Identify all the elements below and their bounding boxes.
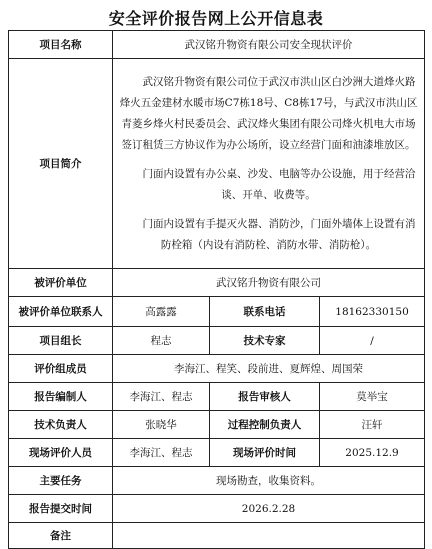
label-contact: 被评价单位联系人 (9, 297, 113, 327)
label-members: 评价组成员 (9, 355, 113, 383)
row-onsite (9, 439, 425, 467)
row-report-writer (9, 383, 425, 411)
row-leader (9, 327, 425, 355)
value-project-name: 武汉铭升物资有限公司安全现状评价 (113, 31, 425, 59)
value-tech-lead: 张晓华 (113, 411, 210, 439)
value-onsite: 李海江、程志 (113, 439, 210, 467)
label-project-name: 项目名称 (9, 31, 113, 59)
value-process-control: 汪轩 (320, 411, 425, 439)
label-report-writer: 报告编制人 (9, 383, 113, 411)
summary-paragraph-2: 门面内设置有办公桌、沙发、电脑等办公设施，用于经营洽谈、开单、收费等。 (142, 167, 416, 201)
value-evaluated-unit: 武汉铭升物资有限公司 (113, 269, 425, 297)
value-remark (113, 523, 425, 549)
label-onsite: 现场评价人员 (9, 439, 113, 467)
value-submit: 2026.2.28 (113, 495, 425, 523)
value-phone: 18162330150 (320, 297, 425, 327)
row-evaluated-unit (9, 269, 425, 297)
label-remark: 备注 (9, 523, 113, 549)
label-summary: 项目简介 (9, 59, 113, 269)
label-task: 主要任务 (9, 467, 113, 495)
value-report-writer: 李海江、程志 (113, 383, 210, 411)
summary-paragraph-1: 武汉铭升物资有限公司位于武汉市洪山区白沙洲大道烽火路烽火五金建材水暖市场C7栋18号、C8栋17号，与武汉市洪山区青菱乡烽火村民委员会、武汉烽火集团有限公司烽火机电大市场签订租赁三方协议作为办公场所，设立经营门面和油漆堆放区。 (119, 75, 418, 151)
value-onsite-time: 2025.12.9 (320, 439, 425, 467)
info-table (8, 30, 425, 549)
row-remark (9, 523, 425, 549)
label-onsite-time: 现场评价时间 (210, 439, 320, 467)
value-contact: 高露露 (113, 297, 210, 327)
label-expert: 技术专家 (210, 327, 320, 355)
row-contact (9, 297, 425, 327)
row-members (9, 355, 425, 383)
row-tech-lead (9, 411, 425, 439)
value-expert: / (320, 327, 425, 355)
value-task: 现场勘查，收集资料。 (113, 467, 425, 495)
label-phone: 联系电话 (210, 297, 320, 327)
row-task (9, 467, 425, 495)
row-submit (9, 495, 425, 523)
label-process-control: 过程控制负责人 (210, 411, 320, 439)
label-submit: 报告提交时间 (9, 495, 113, 523)
summary-paragraph-3: 门面内设置有手提灭火器、消防沙，门面外墙体上设置有消防栓箱（内设有消防栓、消防水带、消防枪）。 (142, 217, 416, 251)
label-tech-lead: 技术负责人 (9, 411, 113, 439)
row-summary (9, 59, 425, 269)
page-title: 安全评价报告网上公开信息表 (108, 9, 324, 28)
value-leader: 程志 (113, 327, 210, 355)
value-members: 李海江、程笑、段前进、夏辉煌、周国荣 (113, 355, 425, 383)
value-reviewer: 莫举宝 (320, 383, 425, 411)
label-evaluated-unit: 被评价单位 (9, 269, 113, 297)
value-summary (113, 59, 425, 269)
row-project-name (9, 31, 425, 59)
label-reviewer: 报告审核人 (210, 383, 320, 411)
label-leader: 项目组长 (9, 327, 113, 355)
